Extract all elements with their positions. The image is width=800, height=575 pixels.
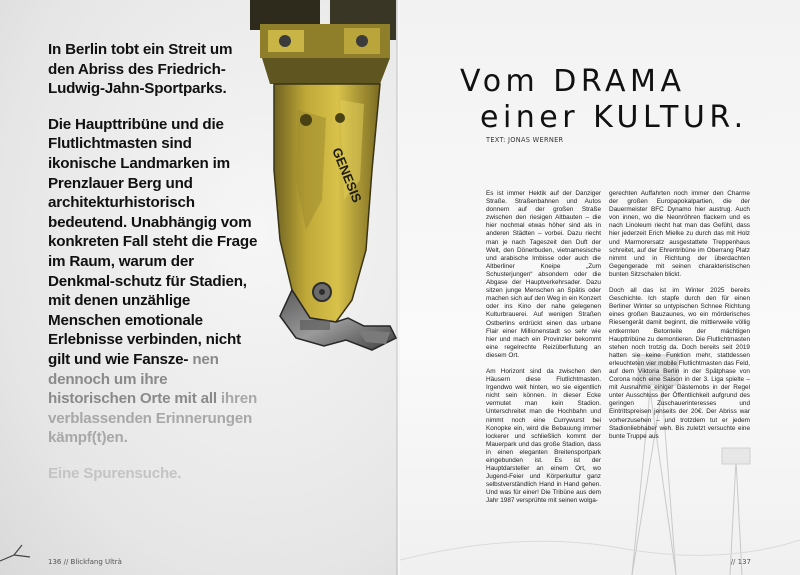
intro-paragraph-2-light: ihren verblassenden Erinnerungen kämpf(t)en. bbox=[48, 390, 258, 447]
article-title-line-2: einer KULTUR. bbox=[480, 100, 748, 135]
left-page bbox=[0, 0, 398, 575]
column-2-paragraph-1: gerechten Auffahrten noch immer den Charme der großen Europapokalpartien, die der Dauermeister BFC Dynamo hier austrug. Auch von innen, wo die Neonröhren flackern und es nach Linoleum riecht hat man das Gefühl, dass hier jederzeit Erich Mielke zu durch das mit Holz und Marmorersatz ausgestattete Treppenhaus schreitet, auf der Ehrentribüne im Oberrang Platz nimmt und in Richtung der überdachten Gegengerade mit seinen charakteristischen bunten Sitzschalen blickt. bbox=[609, 190, 750, 278]
bolt-icon bbox=[300, 114, 312, 126]
article-column-1 bbox=[486, 190, 601, 514]
article-title bbox=[460, 64, 748, 136]
column-1-paragraph-1: Es ist immer Hektik auf der Danziger Straße. Straßenbahnen und Autos donnern auf der großen Straße zwischen den riesigen Altbauten – die hier nochmal etwas höher sind als in anderen Städten – vorbei. Dazu riecht man je nach Tageszeit den Duft der Welt, den Dönerbuden, vietnamesische und arabische Imbisse oder auch die Altberliner Kneipe „Zum Schusterjungen“ absondern oder die Abgase der Hauptverkehrsader. Dazu sitzen junge Menschen an Spätis oder machen sich auf den Weg in ein Konzert oder ins Kino der nahe gelegenen Kulturbrauerei. Auf wenigen Straßen Ostberlins erdrückt einen das urbane Flair einer Millionenstadt so sehr wie hier und mach ein Provinzler bekommt eine regelrechte Reizüberflutung an diesem Ort. bbox=[486, 190, 601, 359]
intro-paragraph-2 bbox=[48, 115, 258, 448]
column-2-paragraph-2: Doch all das ist im Winter 2025 bereits Geschichte. Ich stapfe durch den für einen Berliner Winter so untypischen Schnee Richtung eines großen Bauzaunes, wo ein mörderisches Riesengerät damit beginnt, die mittlerweile völlig entkernten Betonteile der mächtigen Haupttribüne zu demontieren. Die Flutlichtmasten stehen noch trotzig da. Doch bereits seit 2019 hatten sie keine Funktion mehr, stattdessen erleuchteten vier mobile Flutlichtmasten das Feld, auf dem Viktoria Berlin in der Spätphase von Corona noch eine Saison in der 3. Liga spielte – mit Ausnahme einiger Gästemobs in der Regel unter Ausschluss der Öffentlichkeit aufgrund des geringen Zuschauerinteresses und Eintrittspreisen jenseits der 20€. Der Abriss war vorherzusehen – und trotzdem tut er jedem Stadionliebhaber weh. Bis zuletzt versuchte eine bunte Truppe aus bbox=[609, 287, 750, 440]
article-column-2 bbox=[609, 190, 750, 449]
intro-paragraph-2-dark: Die Haupttribüne und die Flutlichtmasten sind ikonische Landmarken im Prenzlauer Berg und architekturhistorisch bedeutend. Unabhängig vom konkreten Fall steht die Frage im Raum, warum der Denkmal-schutz für Stadien, mit denen unzählige Menschen emotionale Erlebnisse verbinden, nicht gilt und wie Fansze- bbox=[48, 115, 258, 368]
branch-silhouette-decoration bbox=[0, 537, 40, 567]
intro-paragraph-1: In Berlin tobt ein Streit um den Abriss des Friedrich-Ludwig-Jahn-Sportparks. bbox=[48, 41, 233, 98]
machine-arm bbox=[250, 0, 396, 84]
intro-paragraph-2-mid: nen dennoch um ihre historischen Orte mit all bbox=[48, 350, 219, 408]
column-1-paragraph-2: Am Horizont sind da zwischen den Häusern diese Flutlichtmasten. Irgendwo weit hinten, wo sie eigentlich nicht sein können. In dieser Ecke vermutet man kein Stadion. Unterschreitet man die Hochbahn und nimmt noch eine Currywurst bei Konopke ein, wird die Bebauung immer lockerer und schließlich kommt der Mauerpark und das große Stadion, dass in einen eleganten Breitensportpark eingebunden ist. Es ist der Hauptdarsteller an einem Ort, wo Jugend-Feier und Körperkultur ganz selbstverständlich Hand in Hand gehen. Und was für einer! Die Tribüne aus dem Jahr 1987 versprühte mit seinen wolga- bbox=[486, 367, 601, 505]
article-byline: TEXT: JONAS WERNER bbox=[486, 136, 564, 144]
machine-brand-label: GENESIS bbox=[329, 145, 365, 205]
article-title-line-1: Vom DRAMA bbox=[460, 64, 686, 99]
intro-text bbox=[48, 40, 258, 499]
intro-coda: Eine Spurensuche. bbox=[48, 464, 182, 482]
demolition-shear-photo bbox=[240, 0, 398, 372]
page-number-left: 136 // Blickfang Ultrà bbox=[48, 558, 122, 566]
page-number-right: // 137 bbox=[730, 558, 751, 566]
